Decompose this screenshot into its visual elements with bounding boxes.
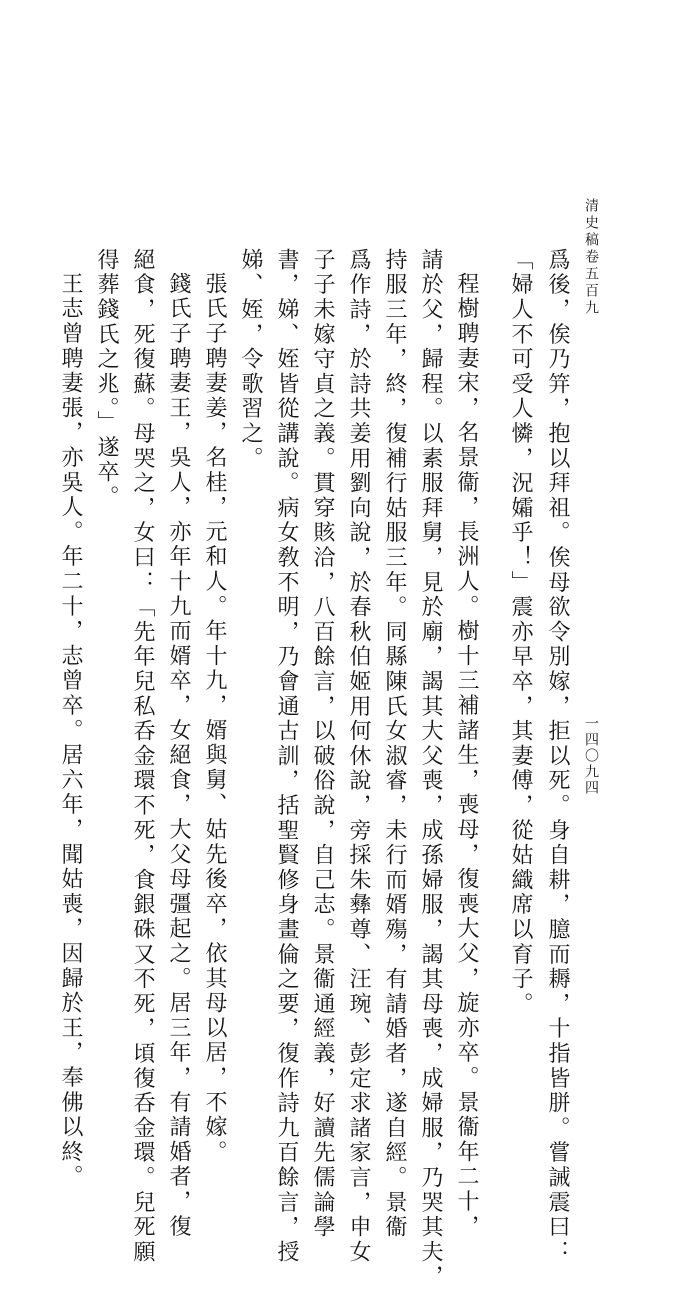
text-column-7: 子子未嫁守貞之義。貫穿賅洽，八百餘言，以破俗說，自己志。景衞通經義，好讀先儒論學 <box>310 248 335 1240</box>
text-column-12: 絕食，死復蘇。母哭之，女曰：「先年兒私呑金環不死，食銀硃又不死，頃復呑金環。兒死願 <box>130 248 155 1265</box>
text-column-5: 持服三年，終，復補行姑服三年。同縣陳氏女淑睿，未行而婿殤，有請婚者，遂自經。景衞 <box>382 248 407 1240</box>
text-column-9: 娣、姪，令歌習之。 <box>238 248 263 472</box>
text-column-6: 爲作詩，於詩共姜用劉向說，於春秋伯姬用何休說，旁採朱彝尊、汪琬、彭定求諸家言，申女 <box>346 248 371 1265</box>
text-column-13: 得葬錢氏之兆。」遂卒。 <box>94 248 119 510</box>
text-column-1: 爲後，俟乃笄，抱以拜祖。俟母欲令別嫁，拒以死。身自耕，臆而耨，十指皆胼。嘗誡震曰： <box>545 248 570 1265</box>
running-head-title: 清史稿卷五百九 <box>583 198 599 317</box>
text-column-11: 錢氏子聘妻王，吳人，亦年十九而婿卒，女絕食，大父母彊起之。居三年，有請婚者，復 <box>166 272 191 1240</box>
text-column-2: 「婦人不可受人憐，況孀乎！」震亦早卒，其妻傅，從姑織席以育子。 <box>508 248 533 1017</box>
text-column-3: 程樹聘妻宋，名景衞，長洲人。樹十三補諸生，喪母，復喪大父，旋亦卒。景衞年二十， <box>454 272 479 1240</box>
page-number: 一四〇九四 <box>583 716 599 796</box>
text-column-14: 王志曾聘妻張，亦吳人。年二十，志曾卒。居六年，聞姑喪，因歸於王，奉佛以終。 <box>58 272 83 1190</box>
text-column-8: 書，娣、姪皆從講說。病女敎不明，乃會通古訓，括聖賢修身畫倫之要，復作詩九百餘言，授 <box>274 248 299 1265</box>
text-column-4: 請於父，歸程。以素服拜舅，見於廟，謁其大父喪，成孫婦服，謁其母喪，成婦服，乃哭其夫， <box>418 248 443 1290</box>
text-column-10: 張氏子聘妻姜，名桂，元和人。年十九，婿與舅、姑先後卒，依其母以居，不嫁。 <box>202 272 227 1165</box>
